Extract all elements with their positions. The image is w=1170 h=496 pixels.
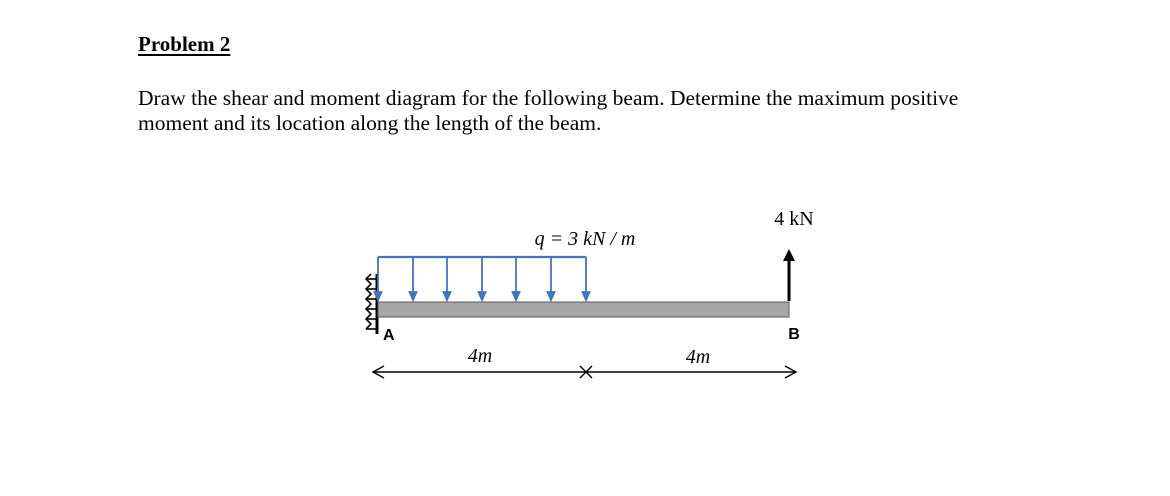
distributed-load-arrows: [375, 257, 590, 300]
span-2-label: 4m: [685, 346, 711, 368]
load-arrow-head: [548, 292, 555, 300]
load-arrow-head: [583, 292, 590, 300]
point-load-arrow-head: [783, 249, 795, 261]
dimension-line: [373, 366, 796, 378]
support-a-label: A: [383, 327, 395, 344]
point-load-label: 4 kN: [774, 208, 814, 230]
beam: [378, 302, 789, 317]
distributed-load: [375, 257, 590, 300]
load-arrow-head: [410, 292, 417, 300]
problem-statement-line-2: moment and its location along the length of the beam.: [138, 111, 602, 135]
load-q-label: q = 3 kN / m: [534, 228, 636, 250]
load-arrow-head: [513, 292, 520, 300]
problem-statement-line-1: Draw the shear and moment diagram for the following beam. Determine the maximum positive: [138, 86, 959, 110]
problem-heading: Problem 2: [138, 32, 231, 56]
support-hatching: [366, 274, 377, 329]
end-b-label: B: [788, 326, 800, 343]
point-load-b: [783, 249, 795, 301]
load-arrow-head: [479, 292, 486, 300]
load-arrow-head: [444, 292, 451, 300]
span-1-label: 4m: [467, 345, 493, 367]
fixed-support-a: [366, 274, 377, 334]
